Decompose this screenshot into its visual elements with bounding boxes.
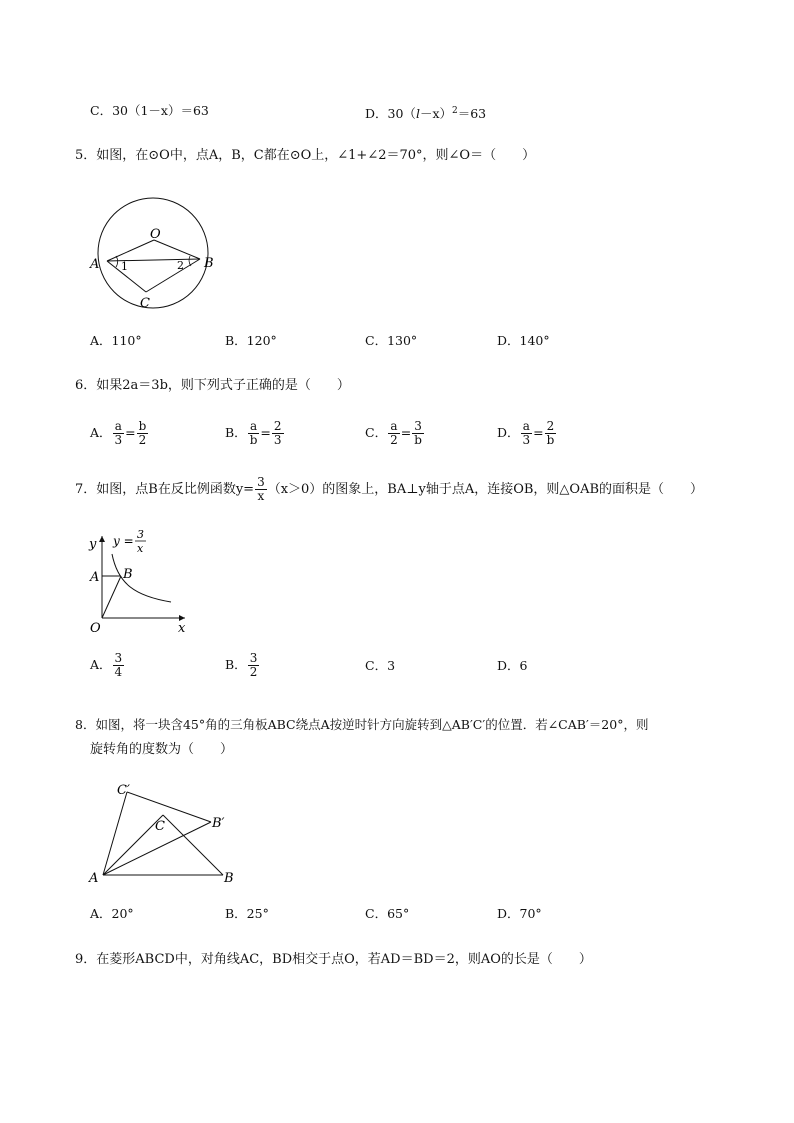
q7-stem-part-a: 7．如图，点B在反比例函数y= <box>75 482 255 497</box>
q7-option-d-label: D． <box>497 658 520 673</box>
q5-circle <box>98 198 208 308</box>
q5-stem: 5．如图，在⊙O中，点A，B，C都在⊙O上，∠1+∠2＝70°，则∠O＝（ ） <box>75 148 536 163</box>
q7-option-d <box>497 658 527 674</box>
q7-hyperbola <box>112 554 171 602</box>
q6-option-b-equals: = <box>260 425 271 440</box>
q6-option-a-equals: = <box>125 425 136 440</box>
q8-segment-cpbp <box>127 792 211 822</box>
q7-label-b: B <box>123 567 133 582</box>
q7-option-b <box>225 652 260 679</box>
q5-label-angle2: 2 <box>177 259 184 272</box>
q4-option-d-mid: －x） <box>419 106 452 122</box>
q7-label-x: x <box>178 621 186 636</box>
q5-option-b: B．120° <box>225 333 277 348</box>
q7-label-y: y <box>89 537 97 552</box>
q8-stem-line1: 8．如图，将一块含45°角的三角板ABC绕点A按逆时针方向旋转到△AB′C′的位置．若∠CAB′＝20°，则 <box>75 717 649 732</box>
q4-option-d-suffix: ＝63 <box>457 106 487 122</box>
q7-y-axis-arrow <box>99 536 105 542</box>
q7-option-c-value: 3 <box>387 658 396 673</box>
q7-option-b-fraction: $\frac{3}{2}$ <box>249 651 258 679</box>
q8-label-c-prime: C′ <box>117 783 130 798</box>
q6-option-c-right-fraction: $\frac{3}{b}$ <box>414 419 422 447</box>
q7-function-numerator: 3 <box>137 528 144 541</box>
q4-option-d-l: l <box>415 106 420 122</box>
q7-segment-ob <box>102 576 121 618</box>
q7-option-a-label: A． <box>90 657 112 672</box>
q6-option-d-left-fraction: $\frac{a}{3}$ <box>522 419 531 447</box>
q7-label-o: O <box>90 621 101 636</box>
q5-label-b: B <box>204 256 214 271</box>
q9-stem: 9．在菱形ABCD中，对角线AC，BD相交于点O，若AD＝BD＝2，则AO的长是（ ） <box>75 952 592 967</box>
q6-option-a-right-fraction: $\frac{b}{2}$ <box>138 419 147 447</box>
q8-label-a: A <box>89 871 99 886</box>
q7-option-c-label: C． <box>365 658 388 673</box>
q6-option-a-left-fraction: $\frac{a}{3}$ <box>114 419 123 447</box>
q6-option-b <box>225 420 285 447</box>
q6-option-d <box>497 420 557 447</box>
q8-label-c: C <box>155 819 165 834</box>
q7-function-denominator: x <box>137 542 144 555</box>
q4-option-d-exponent: 2 <box>452 106 458 116</box>
q6-option-b-left-fraction: $\frac{a}{b}$ <box>249 419 258 447</box>
q6-option-c-label: C． <box>365 425 388 440</box>
q7-option-a <box>90 652 125 679</box>
q6-option-c-equals: = <box>400 425 412 440</box>
q7-option-c <box>365 658 395 674</box>
q7-option-b-label: B． <box>225 657 247 672</box>
q6-option-c <box>365 420 425 447</box>
q5-segment-bc <box>146 259 200 292</box>
q7-stem-part-b: （x＞0）的图象上，BA⊥y轴于点A，连接OB，则△OAB的面积是（ ） <box>267 482 704 497</box>
q4-option-d <box>365 103 486 122</box>
q8-option-d: D．70° <box>497 906 542 921</box>
q5-option-d: D．140° <box>497 333 550 348</box>
q6-option-d-equals: = <box>533 425 544 440</box>
q5-label-angle1: 1 <box>121 260 128 273</box>
q6-option-b-label: B． <box>225 425 247 440</box>
q8-rotation-figure <box>85 778 245 888</box>
q7-stem-fraction: $\frac{3}{x}$ <box>257 475 265 503</box>
q6-option-a <box>90 420 149 447</box>
q8-stem-line2: 旋转角的度数为（ ） <box>90 742 234 757</box>
q5-option-c: C．130° <box>365 333 418 348</box>
q4-option-d-prefix: D．30（ <box>365 106 416 122</box>
q6-option-a-label: A． <box>90 425 112 440</box>
q6-option-c-left-fraction: $\frac{a}{2}$ <box>390 419 398 447</box>
q8-option-b: B．25° <box>225 906 269 921</box>
q5-label-o: O <box>150 227 161 242</box>
q8-option-c: C．65° <box>365 906 410 921</box>
q8-label-b-prime: B′ <box>212 816 225 831</box>
q5-option-a: A．110° <box>90 333 142 348</box>
q8-option-a: A．20° <box>90 906 134 921</box>
q5-circle-figure <box>85 186 225 310</box>
q5-label-a: A <box>90 257 100 272</box>
q4-option-c: C．30（1－x）＝63 <box>90 103 209 118</box>
q7-stem <box>75 476 703 504</box>
q5-segment-ob <box>154 240 200 259</box>
q5-angle1-arc <box>116 256 118 267</box>
q6-option-d-label: D． <box>497 425 520 440</box>
q7-function-lhs: y = <box>113 534 134 548</box>
q8-label-b: B <box>224 871 234 886</box>
q6-option-d-right-fraction: $\frac{2}{b}$ <box>546 419 555 447</box>
q5-label-c: C <box>140 296 150 310</box>
q6-stem: 6．如果2a＝3b，则下列式子正确的是（ ） <box>75 378 350 393</box>
q7-option-d-value: 6 <box>519 658 528 673</box>
q7-option-a-fraction: $\frac{3}{4}$ <box>114 651 123 679</box>
q7-graph-figure <box>85 524 195 636</box>
q7-label-a: A <box>90 570 100 585</box>
q5-segment-oa <box>107 240 154 261</box>
q6-option-b-right-fraction: $\frac{2}{3}$ <box>273 419 282 447</box>
